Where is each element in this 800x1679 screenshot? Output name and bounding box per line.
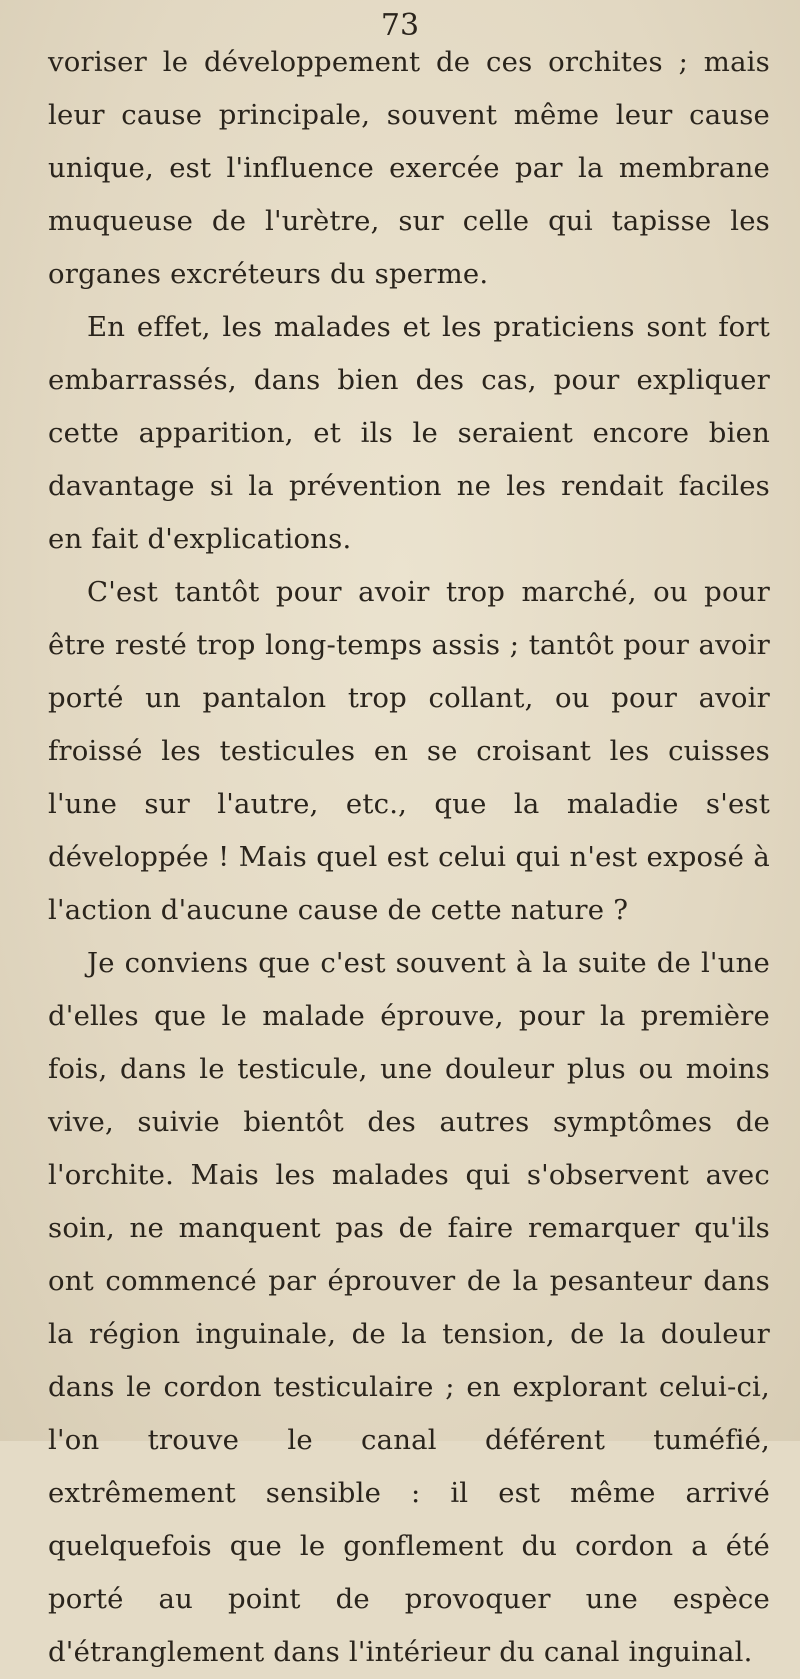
body-text xyxy=(48,36,770,1679)
paragraph: Je conviens que c'est souvent à la suite de l'une d'elles que le malade éprouve, pour la première fois, dans le testicule, une douleur plus ou moins vive, suivie bientôt des autres symptômes de l'orchite. Mais les malades qui s'observent avec soin, ne manquent pas de faire remarquer qu'ils ont commencé par éprouver de la pesanteur dans la région inguinale, de la tension, de la douleur dans le cordon testiculaire ; en explorant celui-ci, l'on trouve le canal déférent tuméfié, extrêmement sensible : il est même arrivé quelquefois que le gonflement du cordon a été porté au point de provoquer une espèce d'étranglement dans l'intérieur du canal inguinal. xyxy=(48,947,770,1668)
page-number: 73 xyxy=(380,8,420,43)
paragraph: En effet, les malades et les praticiens sont fort embarrassés, dans bien des cas, pour expliquer cette apparition, et ils le seraient encore bien davantage si la prévention ne les rendait faciles en fait d'explications. xyxy=(48,311,770,555)
paragraph: C'est tantôt pour avoir trop marché, ou pour être resté trop long-temps assis ; tantôt pour avoir porté un pantalon trop collant, ou pour avoir froissé les testicules en se croisant les cuisses l'une sur l'autre, etc., que la maladie s'est développée ! Mais quel est celui qui n'est exposé à l'action d'aucune cause de cette nature ? xyxy=(48,576,770,926)
paragraph-continuation: voriser le développement de ces orchites ; mais leur cause principale, souvent même leur cause unique, est l'influence exercée par la membrane muqueuse de l'urètre, sur celle qui tapisse les organes excréteurs du sperme. xyxy=(48,46,770,290)
